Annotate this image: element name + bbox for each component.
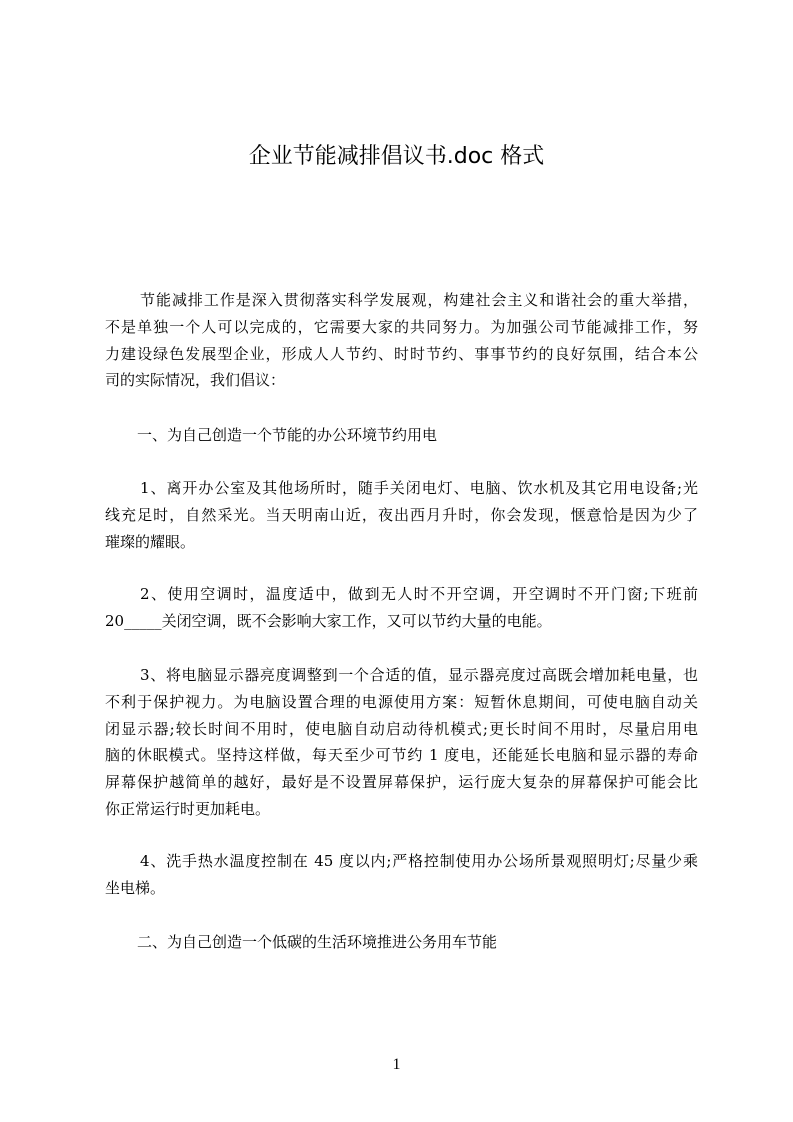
text-line: 20_____关闭空调，既不会影响大家工作，又可以节约大量的电能。 <box>105 611 552 630</box>
text-line: 3、将电脑显示器亮度调整到一个合适的值，显示器亮度过高既会增加耗电量，也 <box>140 666 698 684</box>
section-heading-1 <box>105 422 698 449</box>
text-line: 坐电梯。 <box>105 878 166 897</box>
list-item-4 <box>105 848 698 902</box>
text-line: 璀璨的耀眼。 <box>105 532 196 551</box>
list-item-3 <box>105 662 698 823</box>
list-item-2 <box>105 581 698 635</box>
text-line: 屏幕保护越简单的越好，最好是不设置屏幕保护，运行庞大复杂的屏幕保护可能会比 <box>105 773 698 792</box>
text-line: 司的实际情况，我们倡议： <box>105 371 286 390</box>
text-line: 节能减排工作是深入贯彻落实科学发展观，构建社会主义和谐社会的重大举措， <box>140 291 698 309</box>
text-line: 力建设绿色发展型企业，形成人人节约、时时节约、事事节约的良好氛围，结合本公 <box>105 344 698 363</box>
list-item-1 <box>105 475 698 555</box>
page-number: 1 <box>392 1056 401 1073</box>
text-line: 闭显示器;较长时间不用时，使电脑自动启动待机模式;更长时间不用时，尽量启用电 <box>105 719 698 738</box>
text-line: 4、洗手热水温度控制在 45 度以内;严格控制使用办公场所景观照明灯;尽量少乘 <box>140 852 698 870</box>
intro-paragraph <box>105 287 698 394</box>
text-line: 线充足时，自然采光。当天明南山近，夜出西月升时，你会发现，惬意恰是因为少了 <box>105 505 698 524</box>
text-line: 你正常运行时更加耗电。 <box>105 799 271 818</box>
section-heading-text: 二、为自己创造一个低碳的生活环境推进公务用车节能 <box>137 933 498 951</box>
text-line: 不利于保护视力。为电脑设置合理的电源使用方案：短暂休息期间，可使电脑自动关 <box>105 692 698 711</box>
document-title: 企业节能减排倡议书.doc 格式 <box>248 144 545 169</box>
section-heading-text: 一、为自己创造一个节能的办公环境节约用电 <box>137 426 438 444</box>
section-heading-2 <box>105 929 698 956</box>
text-line: 不是单独一个人可以完成的，它需要大家的共同努力。为加强公司节能减排工作，努 <box>105 317 698 336</box>
text-line: 1、离开办公室及其他场所时，随手关闭电灯、电脑、饮水机及其它用电设备;光 <box>140 479 698 497</box>
text-line: 脑的休眠模式。坚持这样做，每天至少可节约 1 度电，还能延长电脑和显示器的寿命 <box>105 746 698 765</box>
text-line: 2、使用空调时，温度适中，做到无人时不开空调，开空调时不开门窗;下班前 <box>140 585 698 603</box>
